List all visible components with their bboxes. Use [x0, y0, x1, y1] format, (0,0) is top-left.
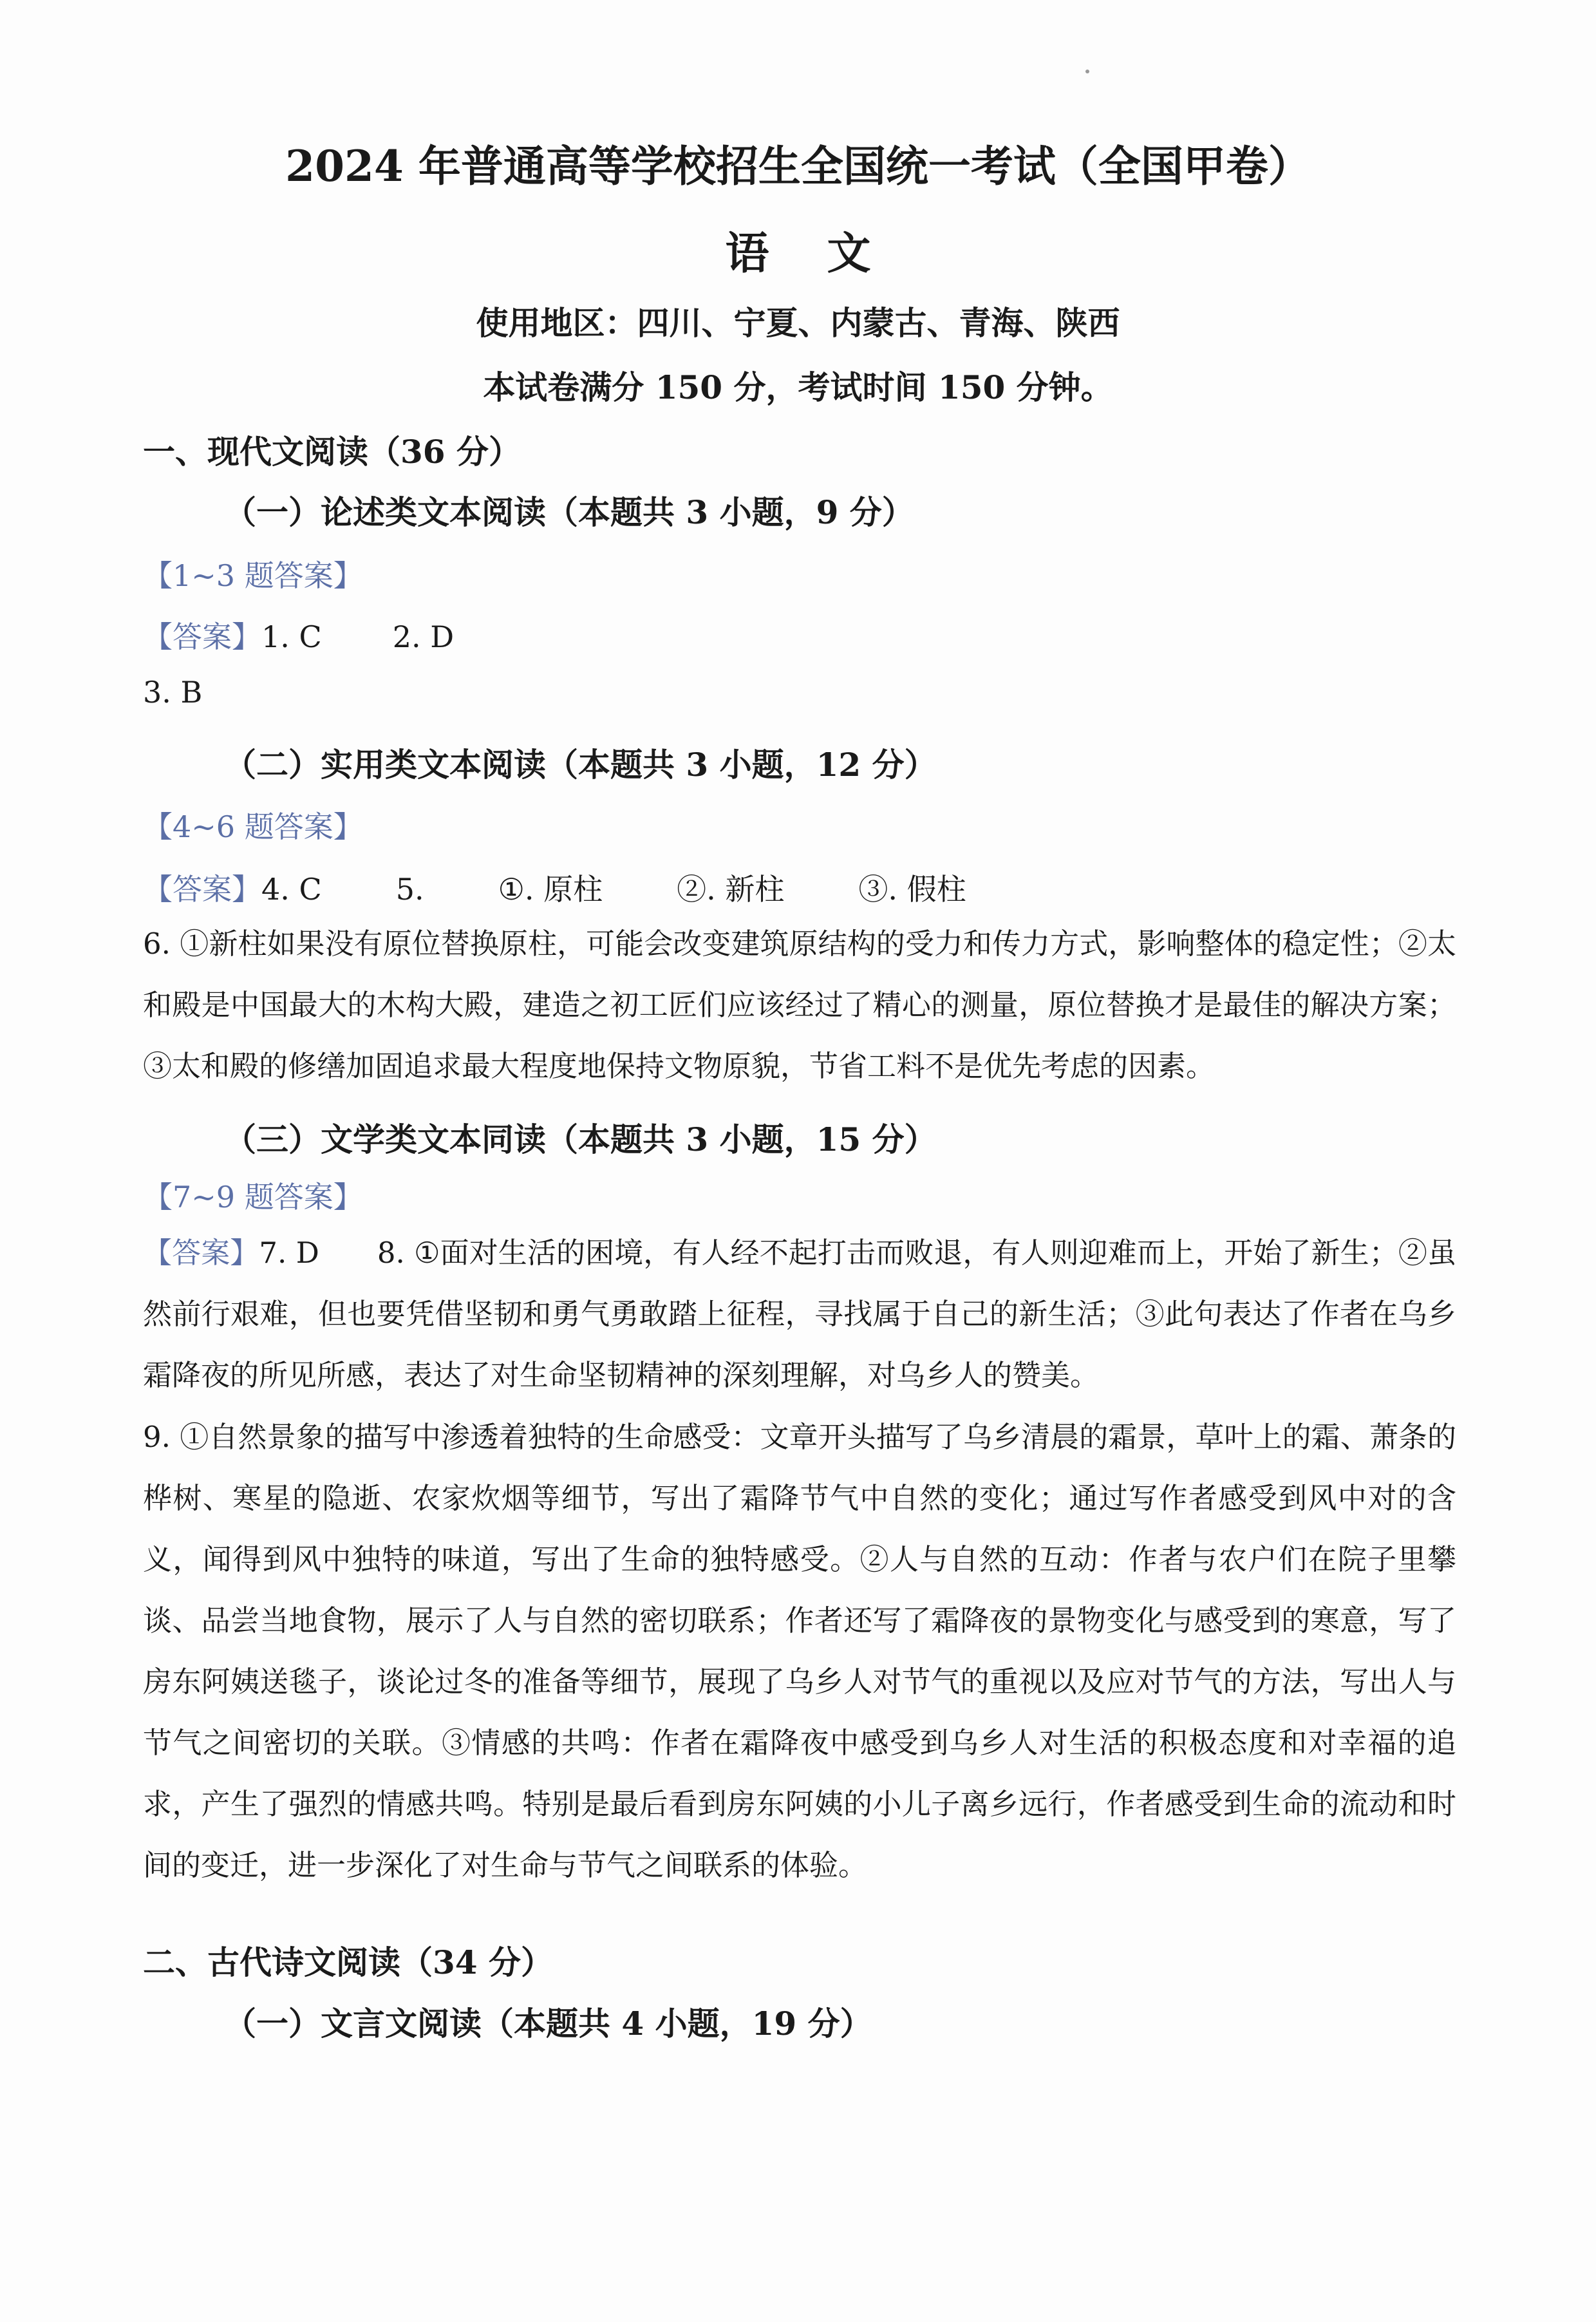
answer-label: 【答案】: [143, 619, 261, 654]
part-2-tag: 【4~6 题答案】: [143, 809, 363, 844]
answer-3: 3. B: [143, 675, 203, 710]
answer-label: 【答案】: [143, 872, 261, 907]
answer-8: 8. ①面对生活的困境，有人经不起打击而败退，有人则迎难而上，开始了新生；②虽然前行艰难，但也要凭借坚韧和勇气勇敢踏上征程，寻找属于自己的新生活；③此句表达了作者在乌乡霜降夜的所见所感，表达了对生命坚韧精神的深刻理解，对乌乡人的赞美。: [143, 1236, 1456, 1392]
answer-4: 4. C: [261, 872, 322, 907]
answer-7-8: [143, 1222, 1456, 1406]
answer-7: 7. D: [259, 1236, 319, 1270]
subject-title: 语文: [725, 228, 929, 279]
answer-5-item-2: ②. 新柱: [677, 872, 785, 907]
part-2-title: （二）实用类文本阅读（本题共 3 小题，12 分）: [224, 746, 937, 784]
part-3-tag: 【7~9 题答案】: [143, 1180, 363, 1214]
region-line: 使用地区：四川、宁夏、内蒙古、青海、陕西: [476, 304, 1120, 342]
part-3-title: （三）文学类文本同读（本题共 3 小题，15 分）: [224, 1120, 937, 1158]
section-1-title: 一、现代文阅读（36 分）: [143, 433, 521, 471]
answer-5-number: 5.: [395, 872, 424, 907]
score-line: 本试卷满分 150 分，考试时间 150 分钟。: [483, 368, 1113, 406]
part-1-answers: [143, 614, 454, 656]
part-1-tag: 【1~3 题答案】: [143, 558, 363, 593]
answer-5-item-3: ③. 假柱: [858, 872, 966, 907]
answer-9: 9. ①自然景象的描写中渗透着独特的生命感受：文章开头描写了乌乡清晨的霜景，草叶上的霜、萧条的桦树、寒星的隐逝、农家炊烟等细节，写出了霜降节气中自然的变化；通过写作者感受到风中对的含义，闻得到风中独特的味道，写出了生命的独特感受。②人与自然的互动：作者与农户们在院子里攀谈、品尝当地食物，展示了人与自然的密切联系；作者还写了霜降夜的景物变化与感受到的寒意，写了房东阿姨送毯子，谈论过冬的准备等细节，展现了乌乡人对节气的重视以及应对节气的方法，写出人与节气之间密切的关联。③情感的共鸣：作者在霜降夜中感受到乌乡人对生活的积极态度和对幸福的追求，产生了强烈的情感共鸣。特别是最后看到房东阿姨的小儿子离乡远行，作者感受到生命的流动和时间的变迁，进一步深化了对生命与节气之间联系的体验。: [143, 1420, 1456, 1882]
exam-title: 2024 年普通高等学校招生全国统一考试（全国甲卷）: [285, 141, 1311, 191]
scan-speck: [1085, 70, 1089, 73]
section-2-part-1-title: （一）文言文阅读（本题共 4 小题，19 分）: [224, 2005, 872, 2043]
answer-1: 1. C: [261, 619, 322, 654]
answer-label: 【答案】: [143, 1236, 259, 1270]
section-2-title: 二、古代诗文阅读（34 分）: [143, 1943, 553, 1981]
answer-2: 2. D: [392, 619, 455, 654]
answer-5-item-1: ①. 原柱: [498, 872, 603, 907]
part-2-answers: [143, 866, 966, 909]
part-1-title: （一）论述类文本阅读（本题共 3 小题，9 分）: [224, 493, 914, 531]
answer-6: 6. ①新柱如果没有原位替换原柱，可能会改变建筑原结构的受力和传力方式，影响整体的稳定性；②太和殿是中国最大的木构大殿，建造之初工匠们应该经过了精心的测量，原位替换才是最佳的解决方案；③太和殿的修缮加固追求最大程度地保持文物原貌，节省工料不是优先考虑的因素。: [143, 927, 1456, 1083]
